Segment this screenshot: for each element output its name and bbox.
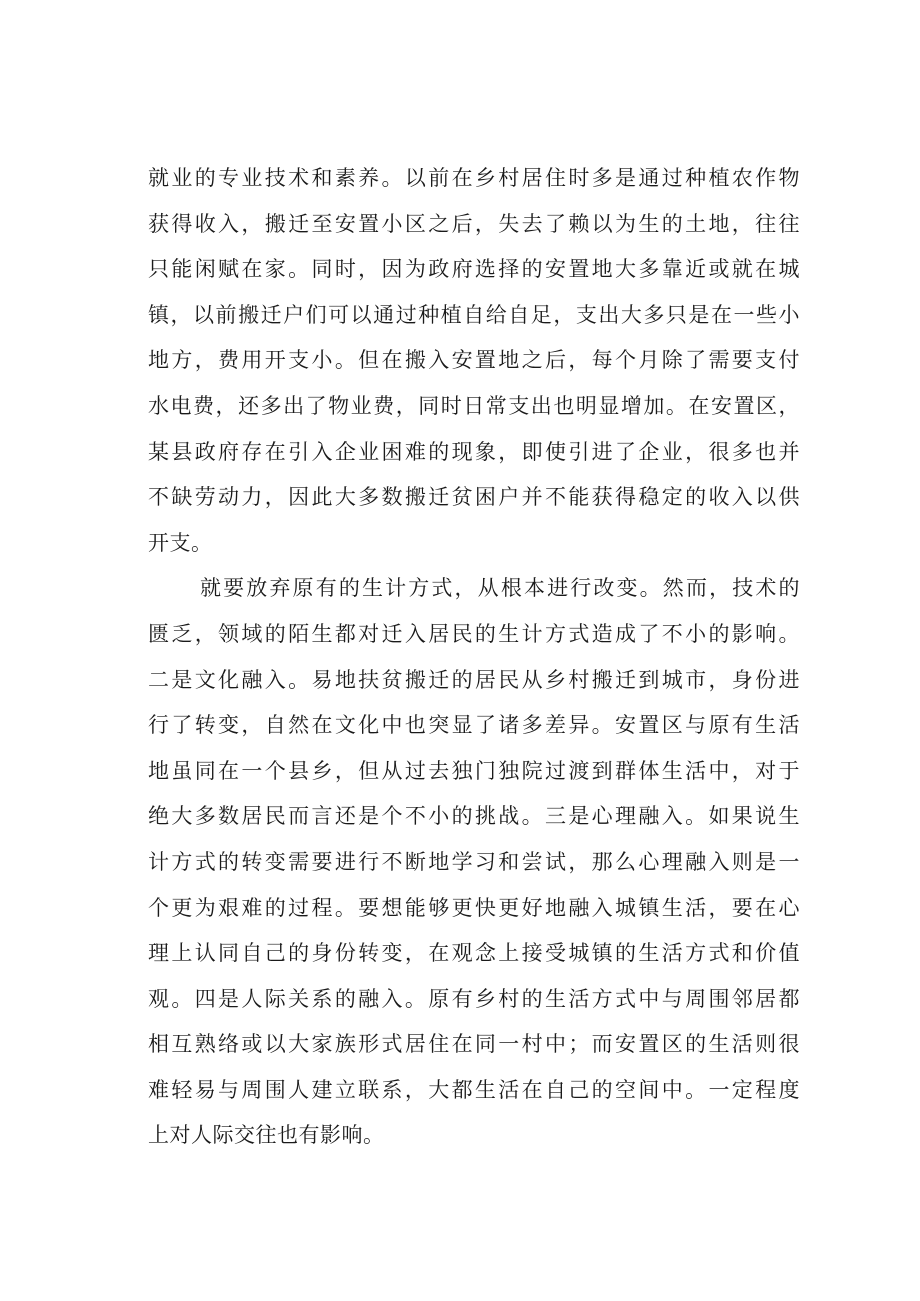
text-line: 开支。 — [148, 530, 213, 555]
text-line: 绝大多数居民而言还是个不小的挑战。三是心理融入。如果说生 — [148, 804, 800, 829]
text-line: 镇，以前搬迁户们可以通过种植自给自足，支出大多只是在一些小 — [148, 302, 800, 327]
text-line: 上对人际交往也有影响。 — [148, 1123, 385, 1148]
text-line: 某县政府存在引入企业困难的现象，即使引进了企业，很多也并 — [148, 439, 800, 464]
paragraph-1 — [148, 156, 800, 566]
text-line: 地虽同在一个县乡，但从过去独门独院过渡到群体生活中，对于 — [148, 758, 800, 783]
text-line: 地方，费用开支小。但在搬入安置地之后，每个月除了需要支付 — [148, 348, 800, 373]
text-line: 观。四是人际关系的融入。原有乡村的生活方式中与周围邻居都 — [148, 986, 800, 1011]
text-line: 难轻易与周围人建立联系，大都生活在自己的空间中。一定程度 — [148, 1077, 800, 1102]
text-line: 理上认同自己的身份转变，在观念上接受城镇的生活方式和价值 — [148, 941, 800, 966]
text-line: 行了转变，自然在文化中也突显了诸多差异。安置区与原有生活 — [148, 713, 800, 738]
document-body — [148, 156, 800, 1159]
paragraph-2 — [148, 566, 800, 1159]
text-line: 相互熟络或以大家族形式居住在同一村中；而安置区的生活则很 — [148, 1032, 800, 1057]
text-line: 就业的专业技术和素养。以前在乡村居住时多是通过种植农作物 — [148, 166, 800, 190]
text-line: 获得收入，搬迁至安置小区之后，失去了赖以为生的土地，往往 — [148, 211, 800, 236]
text-line: 水电费，还多出了物业费，同时日常支出也明显增加。在安置区， — [148, 393, 800, 418]
text-line: 就要放弃原有的生计方式，从根本进行改变。然而，技术的 — [200, 576, 800, 601]
text-line: 不缺劳动力，因此大多数搬迁贫困户并不能获得稳定的收入以供 — [148, 485, 800, 510]
text-line: 只能闲赋在家。同时，因为政府选择的安置地大多靠近或就在城 — [148, 257, 800, 282]
text-line: 计方式的转变需要进行不断地学习和尝试，那么心理融入则是一 — [148, 849, 800, 874]
text-line: 匮乏，领域的陌生都对迁入居民的生计方式造成了不小的影响。 — [148, 621, 800, 646]
text-line: 个更为艰难的过程。要想能够更快更好地融入城镇生活，要在心 — [148, 895, 800, 920]
text-line: 二是文化融入。易地扶贫搬迁的居民从乡村搬迁到城市，身份进 — [148, 667, 800, 692]
